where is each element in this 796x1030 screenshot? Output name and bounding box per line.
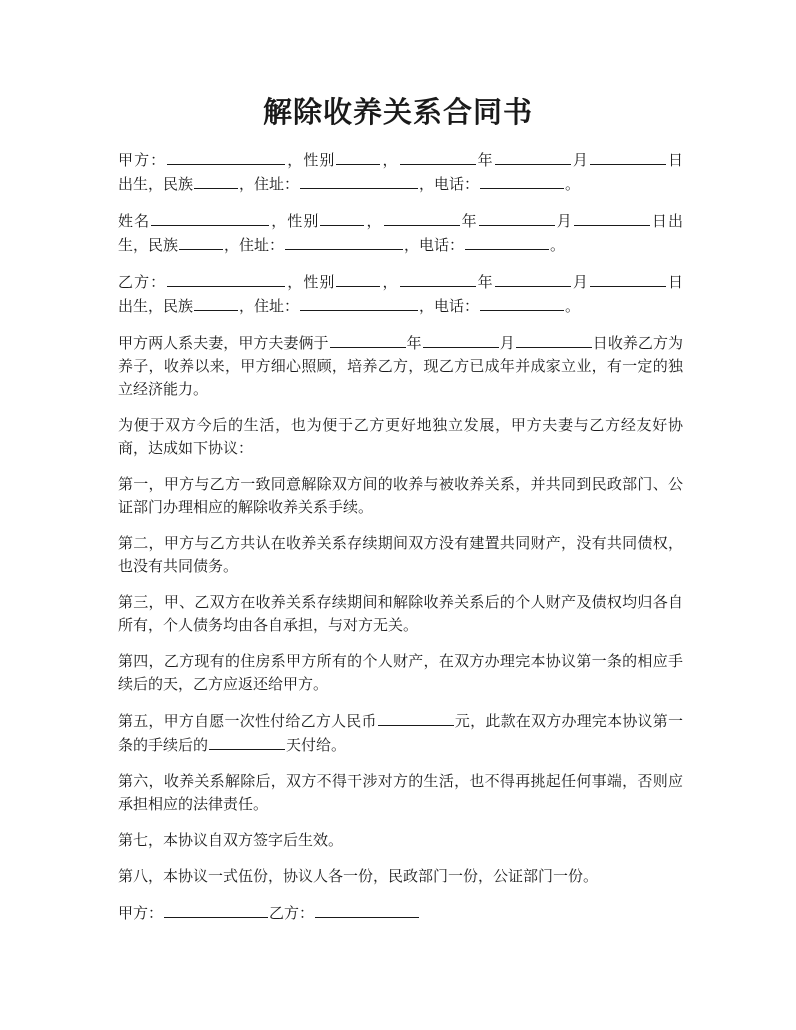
day-birth-label: 日出生，民族 — [118, 273, 683, 315]
intro-text-1: 甲方两人系夫妻，甲方夫妻俩于 — [118, 334, 329, 352]
end-mark: 。 — [565, 297, 581, 315]
party-a-day-blank[interactable] — [590, 148, 666, 165]
separator: ， — [381, 273, 399, 291]
payment-days-blank[interactable] — [209, 733, 285, 750]
party-b-year-blank[interactable] — [400, 270, 476, 287]
address-label: ，住址： — [239, 297, 300, 315]
year-label: 年 — [406, 334, 422, 352]
name-label: 姓名 — [118, 212, 151, 230]
address-label: ，住址： — [224, 236, 285, 254]
party-a-gender-blank[interactable] — [336, 148, 380, 165]
party-a-month-blank[interactable] — [495, 148, 571, 165]
clause-5-text-1: 第五，甲方自愿一次性付给乙方人民币 — [118, 712, 377, 730]
payment-amount-blank[interactable] — [378, 709, 454, 726]
clause-2: 第二，甲方与乙方共认在收养关系存续期间双方没有建置共同财产，没有共同债权，也没有共同债务。 — [118, 534, 683, 575]
party-b-day-blank[interactable] — [590, 270, 666, 287]
phone-label: ，电话： — [419, 297, 480, 315]
separator: ， — [365, 212, 383, 230]
document-body — [118, 148, 683, 938]
clause-8: 第八，本协议一式伍份，协议人各一份，民政部门一份，公证部门一份。 — [118, 867, 599, 885]
clause-4: 第四，乙方现有的住房系甲方所有的个人财产，在双方办理完本协议第一条的相应手续后的天，乙方应返还给甲方。 — [118, 652, 683, 693]
name-ethnicity-blank[interactable] — [179, 233, 223, 250]
gender-label: ，性别 — [286, 273, 336, 291]
name-month-blank[interactable] — [479, 209, 555, 226]
name-day-blank[interactable] — [574, 209, 650, 226]
month-label: 月 — [571, 273, 589, 291]
party-a-label: 甲方： — [118, 151, 167, 169]
name-address-blank[interactable] — [285, 233, 403, 250]
address-label: ，住址： — [239, 175, 300, 193]
name-gender-blank[interactable] — [320, 209, 364, 226]
adoption-year-blank[interactable] — [330, 331, 406, 348]
party-a-phone-blank[interactable] — [480, 172, 564, 189]
party-b-month-blank[interactable] — [495, 270, 571, 287]
year-label: 年 — [476, 151, 494, 169]
name-info — [118, 209, 683, 257]
party-b-phone-blank[interactable] — [480, 294, 564, 311]
party-b-ethnicity-blank[interactable] — [194, 294, 238, 311]
party-a-info — [118, 148, 683, 196]
month-label: 月 — [555, 212, 573, 230]
month-label: 月 — [571, 151, 589, 169]
adoption-month-blank[interactable] — [423, 331, 499, 348]
intro-text-2: 日收养乙方为养子，收养以来，甲方细心照顾，培养乙方，现乙方已成年并成家立业，有一定的独立经济能力。 — [118, 334, 683, 398]
month-label: 月 — [499, 334, 515, 352]
party-b-name-blank[interactable] — [167, 270, 285, 287]
signature-party-a-blank[interactable] — [164, 901, 268, 918]
party-b-gender-blank[interactable] — [336, 270, 380, 287]
clause-6: 第六，收养关系解除后，双方不得干涉对方的生活，也不得再挑起任何事端，否则应承担相应的法律责任。 — [118, 772, 683, 813]
party-a-name-blank[interactable] — [167, 148, 285, 165]
clause-1: 第一，甲方与乙方一致同意解除双方间的收养与被收养关系，并共同到民政部门、公证部门办理相应的解除收养关系手续。 — [118, 475, 683, 516]
day-birth-label: 日出生，民族 — [118, 212, 683, 254]
document-title: 解除收养关系合同书 — [262, 95, 533, 129]
signature-line — [118, 901, 683, 925]
gender-label: ，性别 — [286, 151, 336, 169]
year-label: 年 — [476, 273, 494, 291]
name-phone-blank[interactable] — [465, 233, 549, 250]
clause-7: 第七，本协议自双方签字后生效。 — [118, 831, 344, 849]
intro-paragraph — [118, 331, 683, 401]
party-a-ethnicity-blank[interactable] — [194, 172, 238, 189]
day-birth-label: 日出生，民族 — [118, 151, 683, 193]
separator: ， — [381, 151, 399, 169]
signature-party-b-blank[interactable] — [315, 901, 419, 918]
end-mark: 。 — [565, 175, 581, 193]
signature-party-a-label: 甲方： — [118, 904, 164, 922]
party-a-address-blank[interactable] — [300, 172, 418, 189]
year-label: 年 — [460, 212, 478, 230]
purpose-paragraph: 为便于双方今后的生活，也为便于乙方更好地独立发展，甲方夫妻与乙方经友好协商，达成如下协议： — [118, 416, 683, 457]
signature-party-b-label: 乙方： — [269, 904, 315, 922]
clause-5-text-2: 元，此款在双方办理完本协议第一条的手续后的 — [118, 712, 683, 754]
party-a-year-blank[interactable] — [400, 148, 476, 165]
gender-label: ，性别 — [270, 212, 320, 230]
end-mark: 。 — [550, 236, 566, 254]
clause-5 — [118, 709, 683, 757]
party-b-address-blank[interactable] — [300, 294, 418, 311]
phone-label: ，电话： — [419, 175, 480, 193]
clause-3: 第三，甲、乙双方在收养关系存续期间和解除收养关系后的个人财产及债权均归各自所有，个人债务均由各自承担，与对方无关。 — [118, 593, 683, 634]
name-year-blank[interactable] — [384, 209, 460, 226]
adoption-day-blank[interactable] — [516, 331, 592, 348]
clause-5-text-3: 天付给。 — [286, 736, 347, 754]
name-blank[interactable] — [151, 209, 269, 226]
party-b-label: 乙方： — [118, 273, 167, 291]
party-b-info — [118, 270, 683, 318]
phone-label: ，电话： — [404, 236, 465, 254]
